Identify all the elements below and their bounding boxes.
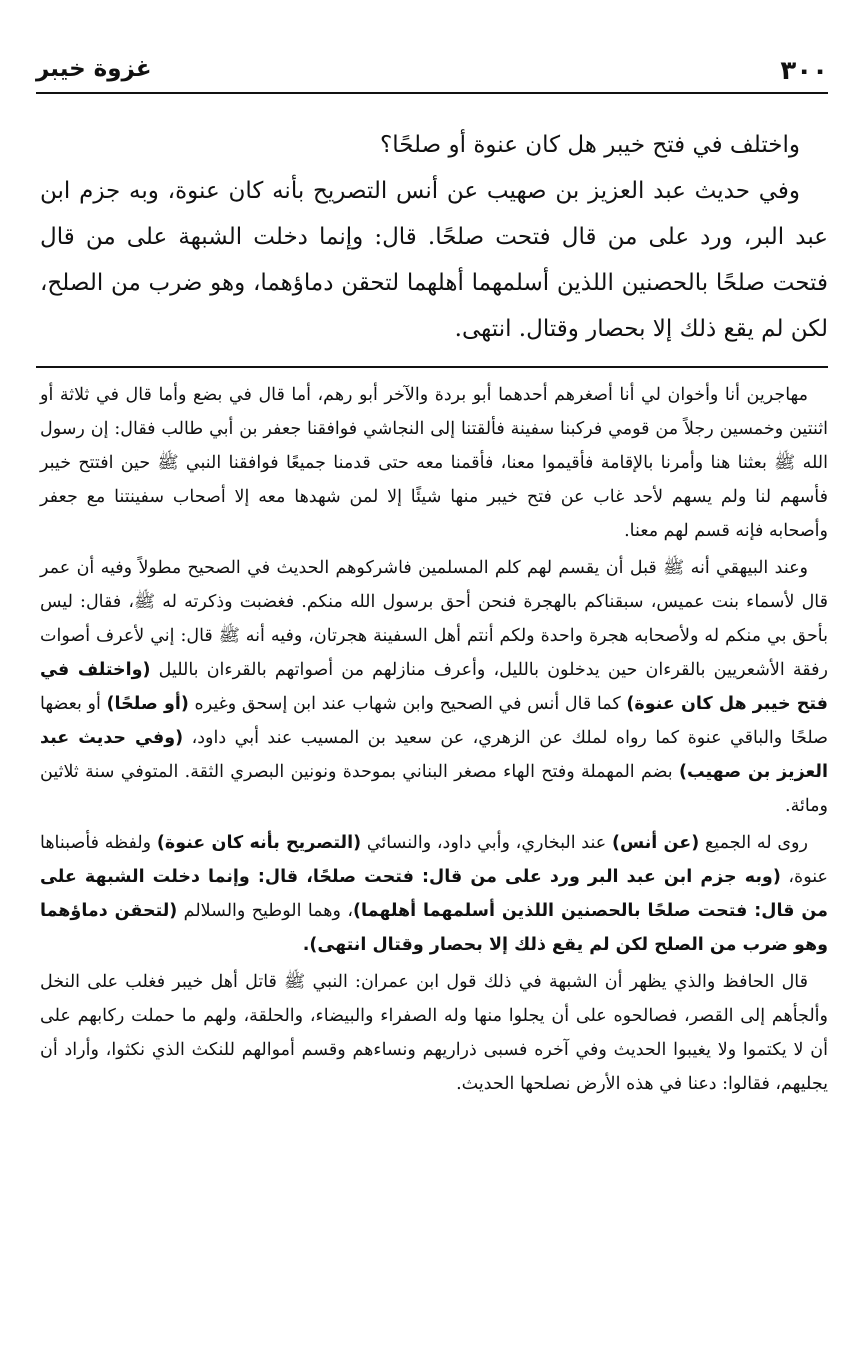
commentary-text-run: كما قال أنس في الصحيح وابن شهاب عند ابن إسحق وغيره xyxy=(194,694,621,714)
commentary-paragraph-2 xyxy=(40,551,828,823)
commentary-text-run: ولفظه فأصبناها عنوة، xyxy=(40,833,828,887)
main-paragraph-2: وفي حديث عبد العزيز بن صهيب عن أنس التصريح بأنه كان عنوة، وبه جزم ابن عبد البر، ورد على من قال فتحت صلحًا. قال: وإنما دخلت الشبهة على من قال فتحت صلحًا بالحصنين اللذين أسلمهما أهلهما لتحقن دماؤهما، وهو ضرب من الصلح، لكن لم يقع ذلك إلا بحصار وقتال. انتهى. xyxy=(40,178,828,342)
main-text xyxy=(40,122,828,352)
chapter-title: غزوة خيبر xyxy=(36,56,152,82)
main-paragraph-1: واختلف في فتح خيبر هل كان عنوة أو صلحًا؟ xyxy=(380,132,800,158)
page-header xyxy=(36,52,828,94)
commentary-text-run: ، وهما الوطيح والسلالم xyxy=(183,901,354,921)
commentary-paragraph-3 xyxy=(40,826,828,962)
quoted-main-text: (عن أنس) xyxy=(611,833,700,853)
quoted-main-text: (واختلف في فتح خيبر هل كان عنوة) xyxy=(40,660,828,714)
commentary-paragraph-4: قال الحافظ والذي يظهر أن الشبهة في ذلك قول ابن عمران: النبي ﷺ قاتل أهل خيبر فغلب على النخل وألجأهم إلى القصر، فصالحوه على أن يجلوا منها وله الصفراء والبيضاء، والحلقة، ولهم ما حملت ركابهم على أن لا يكتموا ولا يغيبوا الحديث وفي آخره فسبى ذراريهم ونساءهم وقسم أموالهم للنكث الذي نكثوا، وأراد أن يجليهم، فقالوا: دعنا في هذه الأرض نصلحها الحديث. xyxy=(40,972,828,1094)
commentary-text-run: بضم المهملة وفتح الهاء مصغر البناني بموحدة ونونين البصري الثقة. المتوفي سنة ثلاثين ومائة. xyxy=(40,762,828,816)
quoted-main-text: (وبه جزم ابن عبد البر ورد على من قال: فتحت صلحًا، قال: وإنما دخلت الشبهة على من قال: فتحت صلحًا بالحصنين اللذين أسلمهما أهلهما) xyxy=(40,867,828,921)
commentary-text-run: وعند البيهقي أنه ﷺ قبل أن يقسم لهم كلم المسلمين فاشركوهم الحديث في الصحيح مطولاً وفيه أن عمر قال لأسماء بنت عميس، سبقناكم بالهجرة فنحن أحق برسول الله منكم. فغضبت وذكرته له ﷺ، فقال: ليس بأحق بي منكم له ولأصحابه هجرة واحدة ولكم أنتم أهل السفينة هجرتان، وفيه أنه ﷺ قال: إني لأعرف أصوات رفقة الأشعريين بالقرءان حين يدخلون بالليل، وأعرف منازلهم من أصواتهم بالقرءان بالليل xyxy=(40,558,828,680)
quoted-main-text: (التصريح بأنه كان عنوة) xyxy=(156,833,362,853)
page-number: ٣٠٠ xyxy=(780,56,828,86)
quoted-main-text: (لتحقن دماؤهما وهو ضرب من الصلح لكن لم يقع ذلك إلا بحصار وقتال انتهى). xyxy=(40,901,828,955)
commentary-text xyxy=(40,378,828,1101)
quoted-main-text: (وفي حديث عبد العزيز بن صهيب) xyxy=(40,728,828,782)
commentary-text-run: روى له الجميع xyxy=(704,833,808,853)
commentary-paragraph-1: مهاجرين أنا وأخوان لي أنا أصغرهم أحدهما أبو بردة والآخر أبو رهم، أما قال في بضع وأما قال في ثلاثة أو اثنتين وخمسين رجلاً من قومي فركبنا سفينة فألقتنا إلى النجاشي فوافقنا جعفر بن أبي طالب فقال: إن رسول الله ﷺ بعثنا هنا وأمرنا بالإقامة فأقيموا معنا، فأقمنا معه حتى قدمنا جميعًا فوافقنا النبي ﷺ حين افتتح خيبر فأسهم لنا ولم يسهم لأحد غاب عن فتح خيبر منها شيئًا إلا لمن شهدها معه إلا أصحاب سفينتنا مع جعفر وأصحابه فإنه قسم لهم معنا. xyxy=(40,385,828,541)
separator-rule xyxy=(36,366,828,368)
commentary-text-run: أو بعضها صلحًا والباقي عنوة كما رواه لملك عن الزهري، عن سعيد بن المسيب عند أبي داود، xyxy=(40,694,828,748)
quoted-main-text: (أو صلحًا) xyxy=(106,694,189,714)
commentary-text-run: عند البخاري، وأبي داود، والنسائي xyxy=(366,833,607,853)
